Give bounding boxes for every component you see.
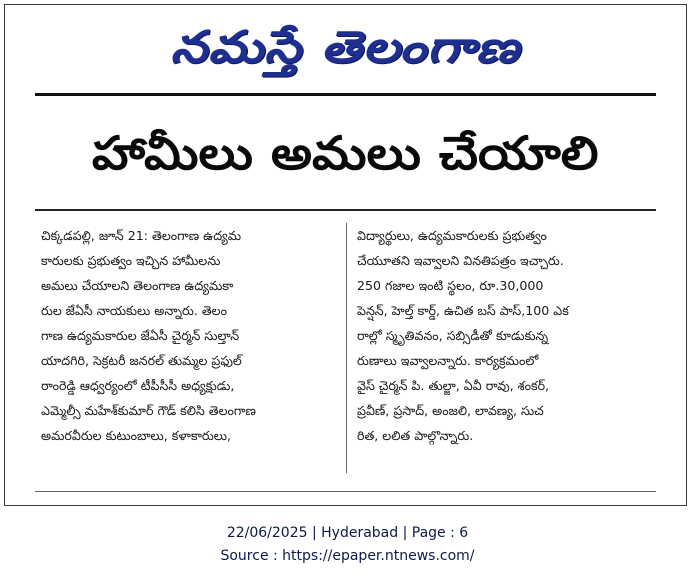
text-line: రుణాలు ఇవ్వాలన్నారు. కార్యక్రమంలో: [357, 353, 539, 368]
text-line: చిక్కడపల్లి, జూన్ 21: తెలంగాణ ఉద్యమ: [41, 228, 242, 243]
text-line: అమలు చేయాలని తెలంగాణ ఉద్యమకా: [41, 278, 234, 293]
text-line: అమరవీరుల కుటుంబాలు, కళాకారులు,: [41, 428, 232, 443]
text-line: వైస్ చైర్మన్ పి. తుల్జా, ఏవీ రావు, శంకర్,: [357, 378, 550, 393]
text-line: రాల్లో స్మృతివనం, సబ్సిడీతో కూడుకున్న: [357, 328, 549, 343]
text-line: 250 గజాల ఇంటి స్థలం, రూ.30,000: [357, 278, 544, 293]
article-headline: [5, 103, 686, 203]
source-link[interactable]: Source : https://epaper.ntnews.com/: [220, 548, 475, 564]
article-column-right: [357, 223, 647, 448]
newspaper-masthead: [5, 11, 686, 85]
divider: [35, 93, 656, 96]
text-line: ఎమ్మెల్సీ మహేశ్‌కుమార్ గౌడ్ కలిసి తెలంగాణ: [41, 403, 256, 418]
divider: [35, 491, 656, 492]
text-line: కారులకు ప్రభుత్వం ఇచ్చిన హామీలను: [41, 253, 221, 268]
text-line: విద్యార్థులు, ఉద్యమకారులకు ప్రభుత్వం: [357, 228, 547, 243]
masthead-logo: నమస్తే తెలంగాణ: [170, 22, 521, 73]
text-line: రుల జేఏసీ నాయకులు అన్నారు. తెలం: [41, 303, 227, 318]
text-line: గాణ ఉద్యమకారుల జేఏసీ చైర్మన్ సుల్తాన్: [41, 328, 240, 343]
headline-text: హామీలు అమలు చేయాలి: [92, 126, 599, 180]
text-line: ప్రవీణ్, ప్రసాద్, అంజలి, లావణ్య, సుచ: [357, 403, 544, 418]
text-line: చేయూతని ఇవ్వాలని వినతిపత్రం ఇచ్చారు.: [357, 253, 564, 268]
news-clipping: [4, 4, 687, 506]
article-column-left: [41, 223, 331, 448]
text-line: రిత, లలిత పాల్గొన్నారు.: [357, 428, 474, 443]
column-divider: [346, 223, 347, 473]
text-line: పెన్షన్, హెల్త్ కార్డ్, ఉచిత బస్ పాస్,100 ఎక: [357, 303, 569, 318]
text-line: రాంరెడ్డి ఆధ్వర్యంలో టీపీసీసీ అధ్యక్షుడు,: [41, 378, 235, 393]
divider: [35, 209, 656, 211]
text-line: యాదగిరి, సెక్రటరీ జనరల్ తుమ్మల ప్రఫుల్: [41, 353, 242, 368]
publication-info: 22/06/2025 | Hyderabad | Page : 6: [226, 525, 469, 541]
